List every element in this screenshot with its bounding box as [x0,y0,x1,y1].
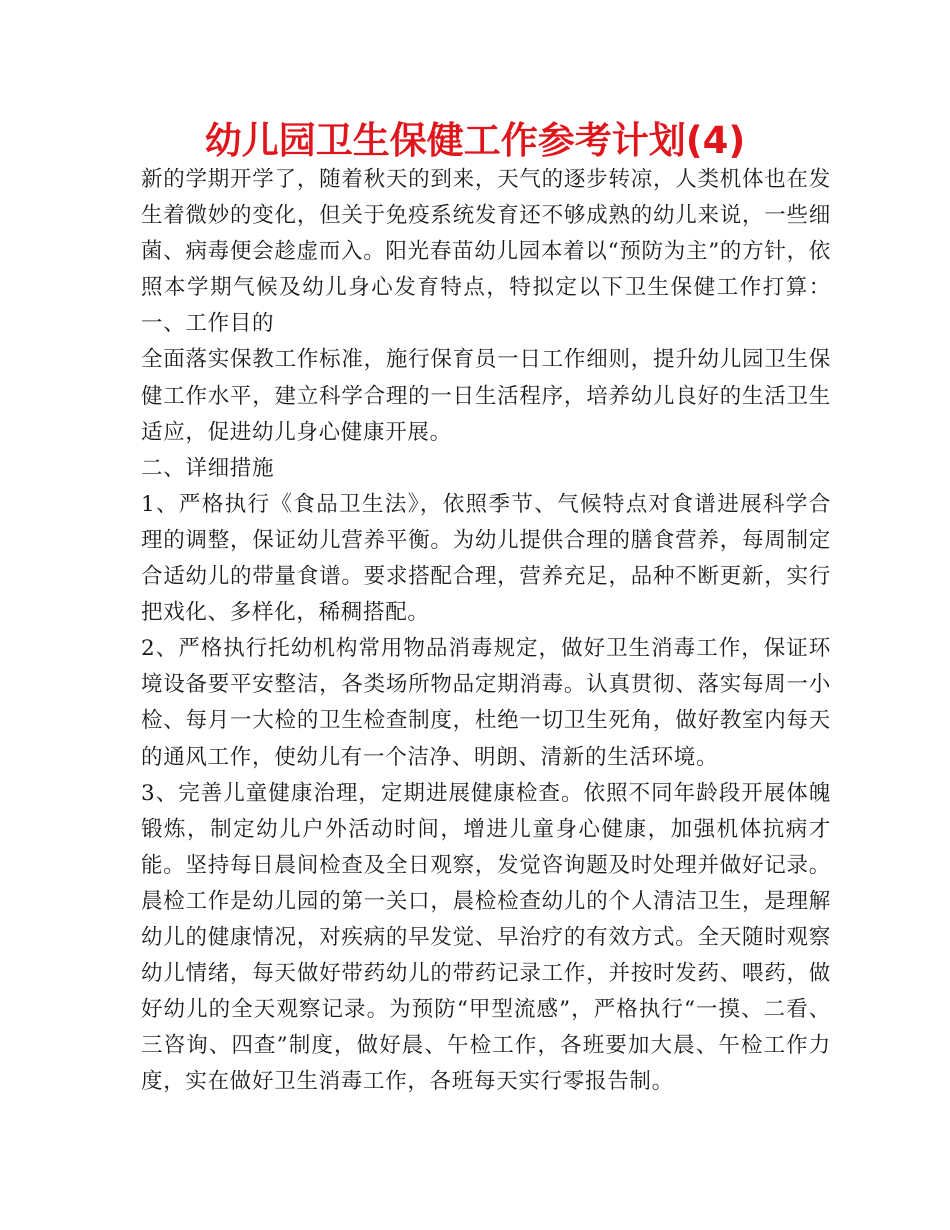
paragraph-goal: 全面落实保教工作标准，施行保育员一日工作细则，提升幼儿园卫生保健工作水平，建立科学合理的一日生活程序，培养幼儿良好的生活卫生适应，促进幼儿身心健康开展。 [141,347,831,445]
paragraph-heading-measures: 二、详细措施 [141,455,275,481]
paragraph-measure-2: 2、严格执行托幼机构常用物品消毒规定，做好卫生消毒工作，保证环境设备要平安整洁，各类场所物品定期消毒。认真贯彻、落实每周一小检、每月一大检的卫生检查制度，杜绝一切卫生死角，做好教室内每天的通风工作，使幼儿有一个洁净、明朗、清新的生活环境。 [141,636,831,770]
paragraph-measure-3: 3、完善儿童健康治理，定期进展健康检查。依照不同年龄段开展体魄锻炼，制定幼儿户外活动时间，增进儿童身心健康，加强机体抗病才能。坚持每日晨间检查及全日观察，发觉咨询题及时处理并做好记录。晨检工作是幼儿园的第一关口，晨检检查幼儿的个人清洁卫生，是理解幼儿的健康情况，对疾病的早发觉、早治疗的有效方式。全天随时观察幼儿情绪，每天做好带药幼儿的带药记录工作，并按时发药、喂药，做好幼儿的全天观察记录。为预防“甲型流感”，严格执行“一摸、二看、三咨询、四查”制度，做好晨、午检工作，各班要加大晨、午检工作力度，实在做好卫生消毒工作，各班每天实行零报告制。 [141,780,831,1095]
paragraph-measure-1: 1、严格执行《食品卫生法》，依照季节、气候特点对食谱进展科学合理的调整，保证幼儿营养平衡。为幼儿提供合理的膳食营养，每周制定合适幼儿的带量食谱。要求搭配合理，营养充足，品种不断更新，实行把戏化、多样化，稀稠搭配。 [141,491,831,626]
document-title: 幼儿园卫生保健工作参考计划(4) [204,119,746,162]
paragraph-intro: 新的学期开学了，随着秋天的到来，天气的逐步转凉，人类机体也在发生着微妙的变化，但关于免疫系统发育还不够成熟的幼儿来说，一些细菌、病毒便会趁虚而入。阳光春苗幼儿园本着以“预防为主”的方针，依照本学期气候及幼儿身心发育特点，特拟定以下卫生保健工作打算： 一、工作目的 [141,167,831,337]
document-body [141,162,831,1100]
